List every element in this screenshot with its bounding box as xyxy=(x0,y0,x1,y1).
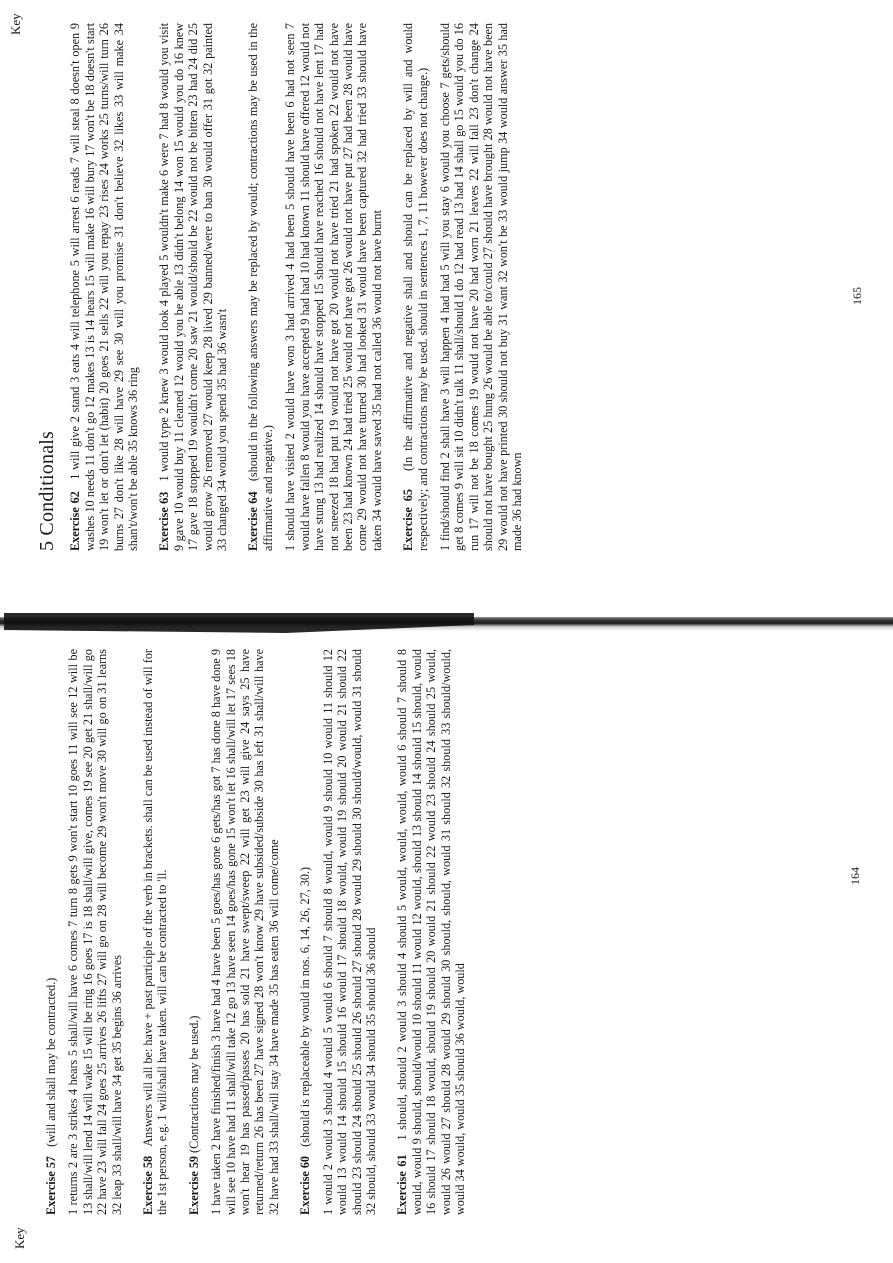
exercise-answers: 1 have taken 2 have finished/finish 3 have had 4 have been 5 goes/has gone 6 gets/has got 7 has done 8 have done 9 will see 10 have had 11 shall/will take 12 go 13 have seen 14 goes/has gone 15 won't let 16 shall/will let 17 sees 18 won't hear 19 has passed/passes 20 has sold 21 have swept/sweep 22 will get 23 will give 24 says 25 have returned/return 26 has been 27 have signed 28 won't know 29 have subsided/subside 30 has left 31 shall/will have 32 have had 33 shall/will stay 34 have made 35 has eaten 36 will come/come xyxy=(209,649,281,1215)
exercise-answers: 1 should, should 2 would 3 should 4 should 5 would, would, would, would 6 should 7 should 8 would, would 9 should, should/would 10 should 11 would 12 would, should 13 should 14 should 15 should, would 16 should 17 should 18 would, should 19 should 20 would 21 should 22 would 23 should 24 should 25 would, would 26 would 27 should 28 would 29 should 30 should, should, would 31 should 32 should 33 should/would, would 34 would, would 35 should 36 would, would xyxy=(395,649,467,1215)
exercise-answers: 1 should have visited 2 would have won 3 had arrived 4 had been 5 should have been 6 had not seen 7 would have fallen 8 would you have accepted 9 had had 10 had known 11 should have offered 12 would not have stung 13 had realized 14 should have stopped 15 should have reached 16 should not have lent 17 had not sneezed 18 had put 19 would not have got 20 would not have tried 21 had spoken 22 would not have been 23 had known 24 had tried 25 would not have got 26 would not have put 27 had been 28 would have come 29 would not have turned 30 had looked 31 would have been captured 32 had tried 33 should have taken 34 would have saved 35 had not called 36 would not have burnt xyxy=(283,23,384,551)
exercise-title: Exercise 64 xyxy=(246,491,261,551)
exercise-title: Exercise 63 xyxy=(157,491,172,551)
exercise-note: Answers will all be: have + past participle of the verb in brackets. shall can be used instead of will for the 1st person, e.g. 1 will/shall have taken. will can be contracted to 'll. xyxy=(141,649,170,1215)
exercise-title: Exercise 57 xyxy=(44,1155,58,1215)
right-running-head: Key xyxy=(8,13,23,35)
exercise-58 xyxy=(141,649,170,1215)
exercise-note: (should in the following answers may be replaced by would; contractions may be used in the affirmative and negative.) xyxy=(246,22,275,551)
exercise-title: Exercise 62 xyxy=(68,491,83,551)
exercise-59 xyxy=(187,649,281,1215)
exercise-63 xyxy=(157,23,229,551)
exercise-note: (Contractions may be used.) xyxy=(186,1015,201,1153)
chapter-title: 5 Conditionals xyxy=(36,430,58,551)
exercise-65 xyxy=(401,23,524,551)
exercise-61 xyxy=(395,649,467,1215)
left-page-body xyxy=(44,649,484,1215)
exercise-note: (In the affirmative and negative shall and should can be replaced by will and would respectively; and contractions may be used. should in sentences 1, 7, 11 however does not change.) xyxy=(401,23,430,551)
exercise-answers: 1 would type 2 knew 3 would look 4 played 5 wouldn't make 6 were 7 had 8 would you visit 9 gave 10 would buy 11 cleaned 12 would you be able 13 didn't belong 14 won 15 would you do 16 knew 17 gave 18 stopped 19 wouldn't come 20 saw 21 would/should be 22 would not be bitten 23 had 24 did 25 would grow 26 removed 27 would keep 28 lived 29 banned/were to ban 30 would offer 31 got 32 painted 33 changed 34 would you spend 35 had 36 wasn't xyxy=(157,23,230,551)
exercise-57 xyxy=(44,649,124,1215)
exercise-60 xyxy=(298,649,378,1215)
exercise-title: Exercise 61 xyxy=(395,1154,410,1215)
exercise-answers: 1 would 2 would 3 should 4 would 5 would 6 should 7 should 8 would, would 9 should 10 would 11 should 12 would 13 would 14 should 15 should 16 would 17 should 18 would, would 19 should 20 would 21 should 22 should 23 should 24 should 25 should 26 should 27 should 28 would 29 should 30 should/would, would 31 should 32 should, should 33 would 34 should 35 should 36 should xyxy=(320,649,378,1215)
exercise-answers: 1 will give 2 stand 3 eats 4 will telephone 5 will arrest 6 reads 7 will steal 8 doesn't open 9 washes 10 needs 11 don't go 12 makes 13 is 14 hears 15 will make 16 will bury 17 won't be 18 doesn't start 19 won't let or don't let (habit) 20 goes 21 sells 22 will you repay 23 rises 24 works 25 turns/will turn 26 burns 27 don't like 28 will have 29 see 30 will you promise 31 don't believe 32 likes 33 will make 34 shan't/won't be able 35 knows 36 ring xyxy=(68,23,141,551)
exercise-note: (will and shall may be contracted.) xyxy=(44,977,58,1147)
exercise-note: (should is replaceable by would in nos. 6, 14, 26, 27, 30.) xyxy=(298,866,313,1147)
exercise-title: Exercise 65 xyxy=(401,489,416,551)
exercise-title: Exercise 59 xyxy=(186,1155,201,1215)
left-page-number: 164 xyxy=(848,867,862,885)
left-running-head: Key xyxy=(12,1227,27,1249)
exercise-62 xyxy=(68,23,140,551)
exercise-title: Exercise 58 xyxy=(141,1155,156,1215)
exercise-answers: 1 returns 2 are 3 strikes 4 hears 5 shall/will have 6 comes 7 turn 8 gets 9 won't start 10 goes 11 will see 12 will be 13 shall/will lend 14 will wake 15 will be ring 16 goes 17 is 18 shall/will give, comes 19 see 20 get 21 shall/will go 22 have 23 will fall 24 goes 25 arrives 26 lifts 27 will go on 28 will become 29 won't move 30 will go on 31 learns 32 leap 33 shall/will have 34 get 35 begins 36 arrives xyxy=(66,649,124,1215)
right-page-number: 165 xyxy=(850,287,864,305)
exercise-answers: 1 find/should find 2 shall have 3 will happen 4 had had 5 will you stay 6 would you choose 7 gets/should get 8 comes 9 will sit 10 didn't talk 11 shall/should I do 12 had read 13 had 14 shall go 15 would you do 16 run 17 will not be 18 comes 19 would not have 20 had worn 21 leaves 22 will fall 23 don't change 24 should not have bought 25 hung 26 would be able to/could 27 should have brought 28 would not have been 29 would not have printed 30 should not buy 31 want 32 won't be 33 would jump 34 would answer 35 had made 36 had known xyxy=(437,23,524,551)
exercise-title: Exercise 60 xyxy=(298,1155,313,1215)
exercise-64 xyxy=(246,23,384,551)
right-page-body xyxy=(36,22,541,551)
